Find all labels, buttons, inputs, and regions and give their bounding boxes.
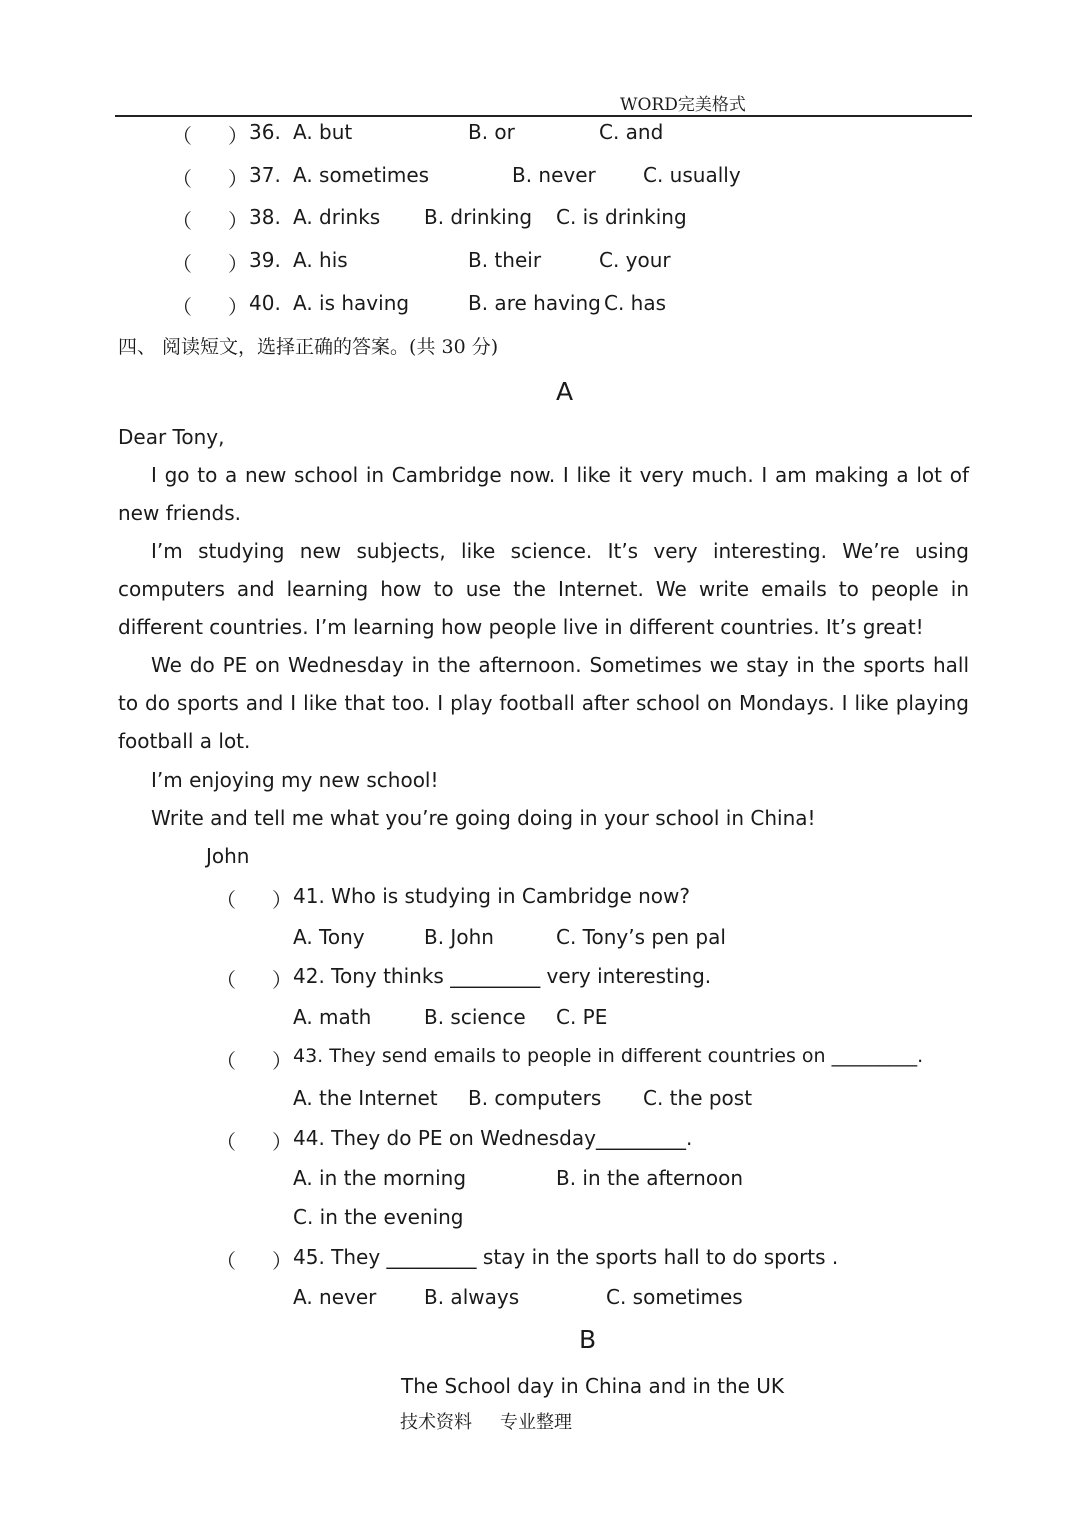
question-stem: 41. Who is studying in Cambridge now? (293, 884, 691, 908)
option-a: A. math (293, 1005, 372, 1029)
answer-paren-open: （ (216, 1249, 236, 1273)
answer-paren-close: ） (228, 167, 248, 191)
letter-closing-line-2: Write and tell me what you’re going doing in your school in China! (151, 806, 816, 830)
page-footer (400, 1408, 572, 1434)
option-c: C. has (604, 291, 667, 315)
option-b: B. never (512, 163, 596, 187)
letter-greeting: Dear Tony, (118, 425, 225, 449)
paragraph-text: We do PE on Wednesday in the afternoon. Sometimes we stay in the sports hall to do sports and I like that too. I play football after school on Mondays. I like playing football a lot. (118, 653, 969, 753)
option-a: A. Tony (293, 925, 365, 949)
option-c: C. the post (643, 1086, 753, 1110)
option-a: A. drinks (293, 205, 381, 229)
answer-paren-close: ） (228, 124, 248, 148)
answer-paren-close: ） (272, 1249, 292, 1273)
answer-paren-open: （ (216, 968, 236, 992)
page-header: WORD完美格式 (620, 95, 746, 115)
section-title: 四、 阅读短文，选择正确的答案。(共 30 分) (118, 336, 499, 358)
passage-paragraph-2 (118, 532, 969, 646)
question-stem: 43. They send emails to people in different countries on _________. (293, 1045, 924, 1067)
footer-right: 专业整理 (500, 1412, 572, 1433)
letter-closing-line-1: I’m enjoying my new school! (151, 768, 439, 792)
option-a: A. but (293, 120, 353, 144)
option-b: B. their (468, 248, 542, 272)
paragraph-text: I’m studying new subjects, like science. It’s very interesting. We’re using computers and learning how to use the Internet. We write emails to people in different countries. I’m learning how people live in different countries. It’s great! (118, 539, 969, 639)
footer-left: 技术资料 (400, 1412, 472, 1433)
answer-paren-close: ） (228, 252, 248, 276)
answer-paren-open: （ (172, 167, 192, 191)
passage-paragraph-1 (118, 456, 969, 532)
option-a: A. his (293, 248, 348, 272)
option-b: B. or (468, 120, 515, 144)
option-c: C. and (599, 120, 664, 144)
option-c: C. in the evening (293, 1205, 464, 1229)
paragraph-text: I go to a new school in Cambridge now. I like it very much. I am making a lot of new friends. (118, 463, 969, 525)
option-b: B. science (424, 1005, 526, 1029)
option-c: C. your (599, 248, 671, 272)
option-c: C. usually (643, 163, 741, 187)
answer-paren-open: （ (216, 1130, 236, 1154)
answer-paren-close: ） (272, 968, 292, 992)
answer-paren-close: ） (228, 295, 248, 319)
option-c: C. sometimes (606, 1285, 743, 1309)
answer-paren-close: ） (272, 1049, 292, 1073)
answer-paren-open: （ (172, 252, 192, 276)
question-number: 39. (249, 248, 281, 272)
question-stem: 42. Tony thinks _________ very interesting. (293, 964, 712, 988)
option-c: C. Tony’s pen pal (556, 925, 726, 949)
question-stem: 44. They do PE on Wednesday_________. (293, 1126, 693, 1150)
passage-paragraph-3 (118, 646, 969, 760)
answer-paren-open: （ (172, 124, 192, 148)
option-b: B. drinking (424, 205, 533, 229)
answer-paren-open: （ (172, 295, 192, 319)
option-a: A. sometimes (293, 163, 430, 187)
option-c: C. is drinking (556, 205, 687, 229)
option-a: A. in the morning (293, 1166, 467, 1190)
option-a: A. never (293, 1285, 377, 1309)
option-a: A. is having (293, 291, 410, 315)
passage-b-heading: B (579, 1325, 597, 1354)
passage-a-heading: A (556, 377, 574, 406)
answer-paren-open: （ (172, 209, 192, 233)
answer-paren-open: （ (216, 888, 236, 912)
option-a: A. the Internet (293, 1086, 438, 1110)
option-c: C. PE (556, 1005, 608, 1029)
answer-paren-close: ） (272, 1130, 292, 1154)
option-b: B. John (424, 925, 494, 949)
question-number: 36. (249, 120, 281, 144)
option-b: B. are having (468, 291, 601, 315)
answer-paren-open: （ (216, 1049, 236, 1073)
header-rule (115, 115, 972, 117)
question-number: 38. (249, 205, 281, 229)
passage-b-title: The School day in China and in the UK (401, 1374, 785, 1398)
option-b: B. computers (468, 1086, 602, 1110)
option-b: B. in the afternoon (556, 1166, 743, 1190)
question-number: 37. (249, 163, 281, 187)
option-b: B. always (424, 1285, 520, 1309)
answer-paren-close: ） (228, 209, 248, 233)
letter-signature: John (206, 844, 250, 868)
answer-paren-close: ） (272, 888, 292, 912)
question-number: 40. (249, 291, 281, 315)
question-stem: 45. They _________ stay in the sports hall to do sports . (293, 1245, 839, 1269)
